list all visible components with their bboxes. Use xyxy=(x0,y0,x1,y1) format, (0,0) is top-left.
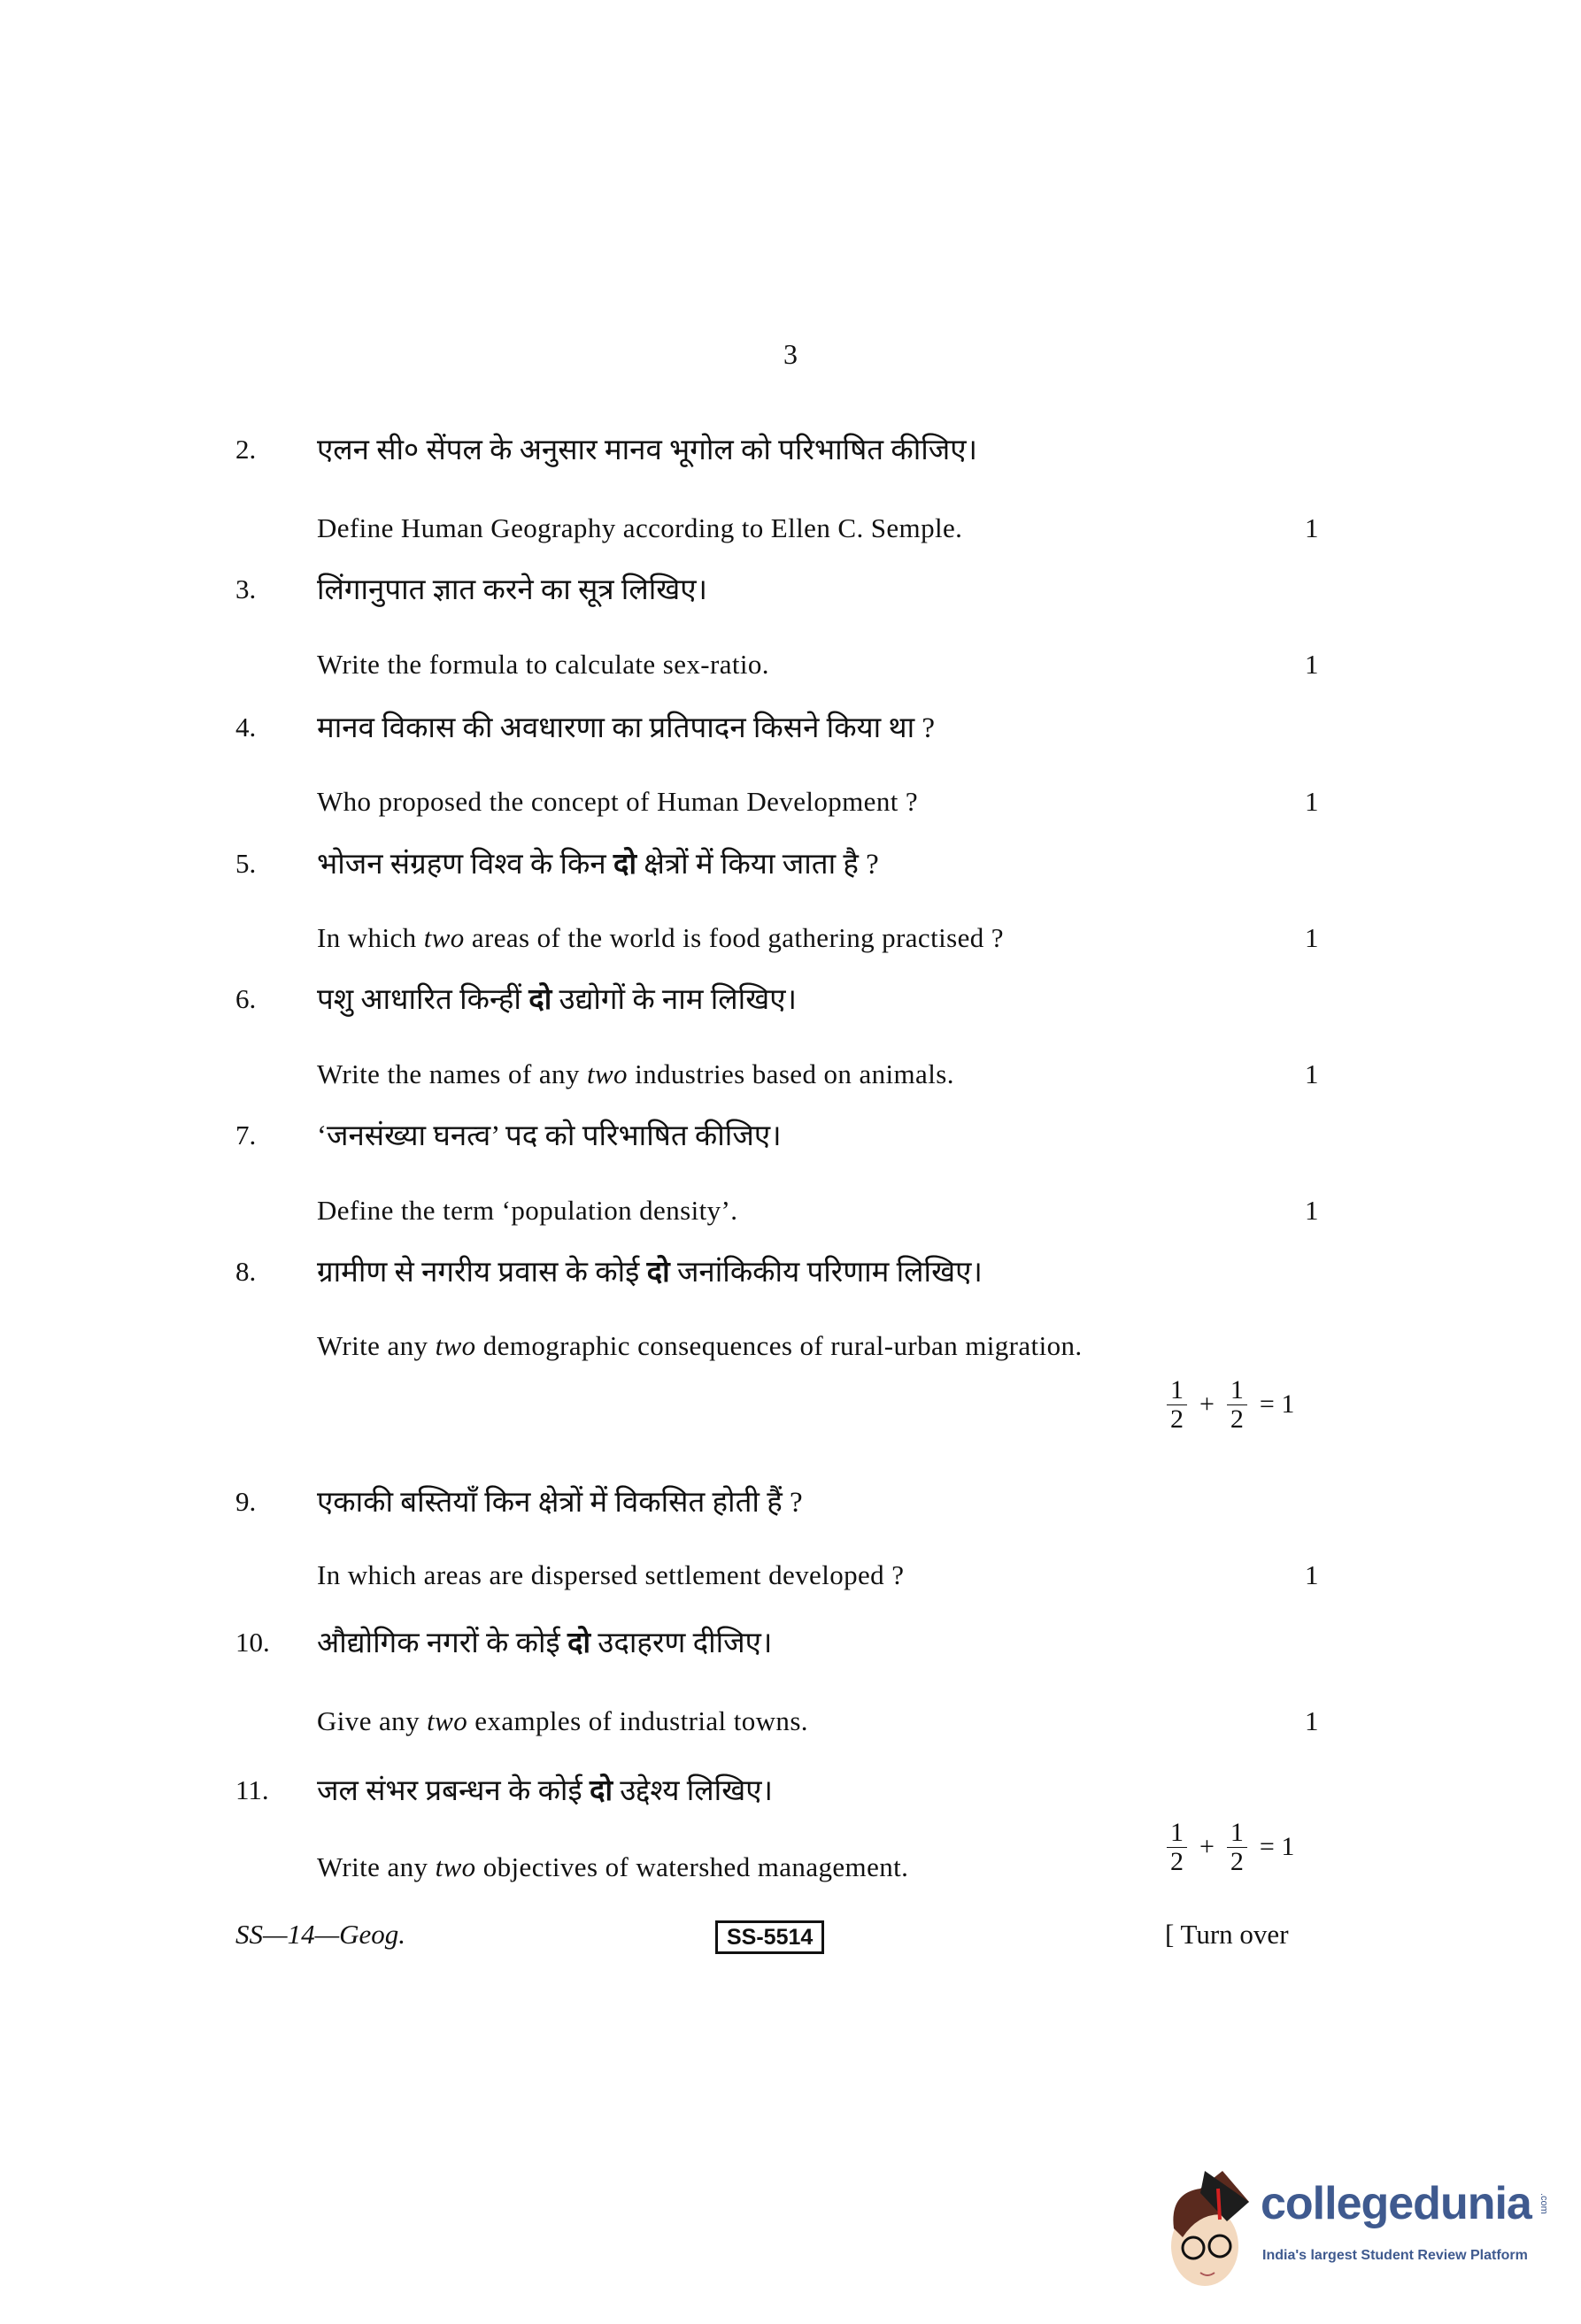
marks: 1 xyxy=(1305,786,1319,817)
hindi-text: क्षेत्रों में किया जाता है ? xyxy=(636,849,879,881)
hindi-text: पशु आधारित किन्हीं xyxy=(317,984,529,1016)
brand-suffix: .com xyxy=(1539,2193,1549,2214)
question-number: 4. xyxy=(235,712,257,743)
question-number: 5. xyxy=(235,848,257,879)
hindi-text: उद्देश्य लिखिए। xyxy=(613,1775,773,1807)
question-hindi xyxy=(317,1114,782,1154)
english-text: areas of the world is food gathering practised ? xyxy=(464,922,1004,953)
english-text: In which xyxy=(317,922,424,953)
english-emphasis: two xyxy=(435,1330,476,1361)
marks-total: = 1 xyxy=(1259,1832,1295,1861)
english-text: Write any xyxy=(317,1851,436,1882)
question-number: 8. xyxy=(235,1256,257,1287)
question-number: 2. xyxy=(235,434,257,465)
question-hindi xyxy=(317,978,797,1018)
question-english xyxy=(317,786,918,818)
question-hindi xyxy=(317,428,977,468)
english-text: industries based on animals. xyxy=(627,1058,954,1089)
numerator: 1 xyxy=(1227,1376,1247,1405)
marks: 1 xyxy=(1305,1195,1319,1226)
denominator: 2 xyxy=(1230,1846,1244,1876)
question-english xyxy=(317,1851,908,1883)
question-hindi xyxy=(317,1481,803,1520)
english-text: Write any xyxy=(317,1330,436,1361)
denominator: 2 xyxy=(1230,1404,1244,1434)
hindi-emphasis: दो xyxy=(528,984,552,1016)
marks: 1 xyxy=(1305,649,1319,680)
numerator: 1 xyxy=(1167,1376,1187,1405)
brand-name: collegedunia xyxy=(1261,2178,1531,2229)
marks-total: = 1 xyxy=(1259,1389,1295,1419)
english-text: Define Human Geography according to Ellen C. Semple. xyxy=(317,512,963,543)
page-number: 3 xyxy=(783,338,798,370)
question-hindi xyxy=(317,1769,773,1809)
hindi-text: एकाकी बस्तियाँ किन क्षेत्रों में विकसित होती हैं ? xyxy=(317,1487,803,1519)
paper-code-box: SS-5514 xyxy=(715,1920,824,1954)
denominator: 2 xyxy=(1170,1846,1184,1876)
question-english xyxy=(317,512,962,544)
hindi-text: जनांकिकीय परिणाम लिखिए। xyxy=(669,1257,983,1289)
question-hindi xyxy=(317,706,935,746)
question-hindi xyxy=(317,1621,772,1661)
hindi-emphasis: दो xyxy=(646,1257,670,1289)
hindi-text: ‘जनसंख्या घनत्व’ पद को परिभाषित कीजिए। xyxy=(317,1120,782,1152)
question-english xyxy=(317,922,1004,954)
collegedunia-logo xyxy=(1156,2166,1554,2290)
question-english xyxy=(317,1559,904,1591)
marks: 1 xyxy=(1305,512,1319,543)
fraction-half xyxy=(1167,1819,1187,1875)
english-text: examples of industrial towns. xyxy=(467,1705,808,1736)
question-number: 3. xyxy=(235,573,257,604)
english-text: Write the names of any xyxy=(317,1058,587,1089)
english-text: Who proposed the concept of Human Development ? xyxy=(317,786,919,817)
numerator: 1 xyxy=(1227,1819,1247,1848)
english-emphasis: two xyxy=(586,1058,628,1089)
question-english xyxy=(317,1195,737,1227)
hindi-text: भोजन संग्रहण विश्व के किन xyxy=(317,849,613,881)
fraction-half xyxy=(1227,1819,1247,1875)
question-english xyxy=(317,1330,1083,1362)
hindi-text: औद्योगिक नगरों के कोई xyxy=(317,1628,567,1659)
question-english xyxy=(317,1705,808,1737)
english-text: objectives of watershed management. xyxy=(475,1851,909,1882)
english-text: Define the term ‘population density’. xyxy=(317,1195,738,1226)
question-number: 10. xyxy=(235,1627,270,1658)
english-emphasis: two xyxy=(423,922,465,953)
english-text: Give any xyxy=(317,1705,428,1736)
question-number: 11. xyxy=(235,1774,269,1805)
plus-sign: + xyxy=(1199,1389,1215,1419)
english-text: Write the formula to calculate sex-ratio. xyxy=(317,649,769,680)
footer-subject-code: SS—14—Geog. xyxy=(235,1919,406,1950)
question-number: 7. xyxy=(235,1120,257,1150)
hindi-text: जल संभर प्रबन्धन के कोई xyxy=(317,1775,590,1807)
question-number: 9. xyxy=(235,1486,257,1517)
hindi-text: एलन सी० सेंपल के अनुसार मानव भूगोल को परिभाषित कीजिए। xyxy=(317,435,978,466)
turn-over-text: [ Turn over xyxy=(1165,1919,1289,1950)
question-english xyxy=(317,649,769,681)
english-emphasis: two xyxy=(427,1705,468,1736)
plus-sign: + xyxy=(1199,1832,1215,1861)
hindi-text: मानव विकास की अवधारणा का प्रतिपादन किसने किया था ? xyxy=(317,712,936,744)
numerator: 1 xyxy=(1167,1819,1187,1848)
student-mascot-icon xyxy=(1156,2166,1262,2290)
marks-fraction xyxy=(1167,1376,1294,1433)
marks-fraction xyxy=(1167,1819,1294,1875)
marks: 1 xyxy=(1305,1559,1319,1590)
english-text: demographic consequences of rural-urban migration. xyxy=(475,1330,1083,1361)
brand-tagline: India's largest Student Review Platform xyxy=(1262,2248,1528,2263)
hindi-text: उद्योगों के नाम लिखिए। xyxy=(551,984,797,1016)
question-english xyxy=(317,1058,954,1090)
hindi-emphasis: दो xyxy=(589,1775,613,1807)
denominator: 2 xyxy=(1170,1404,1184,1434)
marks: 1 xyxy=(1305,922,1319,953)
hindi-text: ग्रामीण से नगरीय प्रवास के कोई xyxy=(317,1257,647,1289)
fraction-half xyxy=(1167,1376,1187,1433)
hindi-text: लिंगानुपात ज्ञात करने का सूत्र लिखिए। xyxy=(317,574,708,606)
fraction-half xyxy=(1227,1376,1247,1433)
hindi-text: उदाहरण दीजिए। xyxy=(590,1628,773,1659)
english-text: In which areas are dispersed settlement developed ? xyxy=(317,1559,905,1590)
hindi-emphasis: दो xyxy=(567,1628,591,1659)
marks: 1 xyxy=(1305,1705,1319,1736)
question-hindi xyxy=(317,568,707,608)
english-emphasis: two xyxy=(435,1851,476,1882)
question-hindi xyxy=(317,843,879,882)
question-hindi xyxy=(317,1250,983,1290)
question-number: 6. xyxy=(235,983,257,1014)
hindi-emphasis: दो xyxy=(613,849,636,881)
marks: 1 xyxy=(1305,1058,1319,1089)
